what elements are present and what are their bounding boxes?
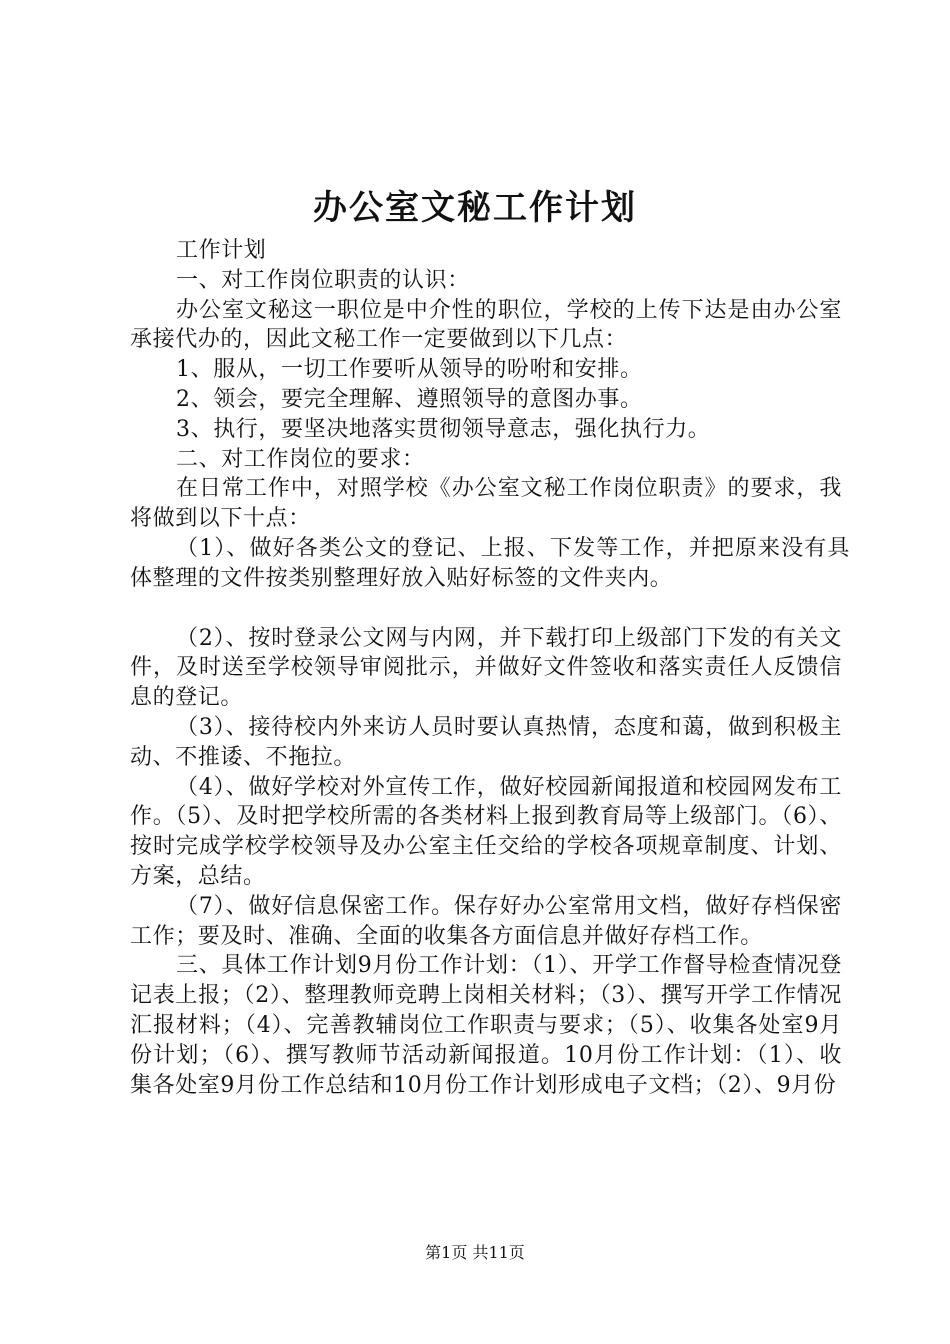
- document-title: 办公室文秘工作计划: [313, 188, 637, 228]
- list-item-understand: 2、领会，要完全理解、遵照领导的意图办事。: [176, 386, 643, 412]
- requirement-item-3: （3）、接待校内外来访人员时要认真热情，态度和蔼，做到积极主动、不推诿、不拖拉。: [130, 714, 842, 770]
- document-body: [130, 236, 850, 1100]
- requirement-item-7: （7）、做好信息保密工作。保存好办公室常用文档，做好存档保密工作；要及时、准确、全面的收集各方面信息并做好存档工作。: [130, 893, 842, 949]
- requirement-item-4-6: （4）、做好学校对外宣传工作，做好校园新闻报道和校园网发布工作。（5）、及时把学校所需的各类材料上报到教育局等上级部门。（6）、按时完成学校学校领导及办公室主任交给的学校各项规章制度、计划、方案，总结。: [130, 774, 842, 889]
- paragraph-intro: 办公室文秘这一职位是中介性的职位，学校的上传下达是由办公室承接代办的，因此文秘工作一定要做到以下几点：: [130, 297, 842, 353]
- section-heading-1: 一、对工作岗位职责的认识：: [176, 267, 470, 293]
- section-heading-2: 二、对工作岗位的要求：: [176, 446, 425, 472]
- paragraph-requirements: 在日常工作中，对照学校《办公室文秘工作岗位职责》的要求，我将做到以下十点：: [130, 476, 842, 532]
- page-footer: 第1页 共11页: [425, 1243, 525, 1262]
- list-item-execute: 3、执行，要坚决地落实贯彻领导意志，强化执行力。: [176, 416, 711, 442]
- requirement-item-1: （1）、做好各类公文的登记、上报、下发等工作，并把原来没有具体整理的文件按类别整理好放入贴好标签的文件夹内。: [130, 535, 850, 591]
- section-heading-3-plan: 三、具体工作计划9月份工作计划：（1）、开学工作督导检查情况登记表上报；（2）、整理教师竞聘上岗相关材料；（3）、撰写开学工作情况汇报材料；（4）、完善教辅岗位工作职责与要求；（5）、收集各处室9月份计划；（6）、撰写教师节活动新闻报道。10月份工作计划：（1）、收集各处室9月份工作总结和10月份工作计划形成电子文档；（2）、9月份: [130, 953, 842, 1098]
- paragraph-heading-plan: 工作计划: [176, 238, 267, 263]
- list-item-obey: 1、服从，一切工作要听从领导的吩咐和安排。: [176, 357, 643, 383]
- requirement-item-2: （2）、按时登录公文网与内网，并下载打印上级部门下发的有关文件，及时送至学校领导审阅批示，并做好文件签收和落实责任人反馈信息的登记。: [130, 625, 842, 711]
- paragraph-gap: [130, 594, 842, 624]
